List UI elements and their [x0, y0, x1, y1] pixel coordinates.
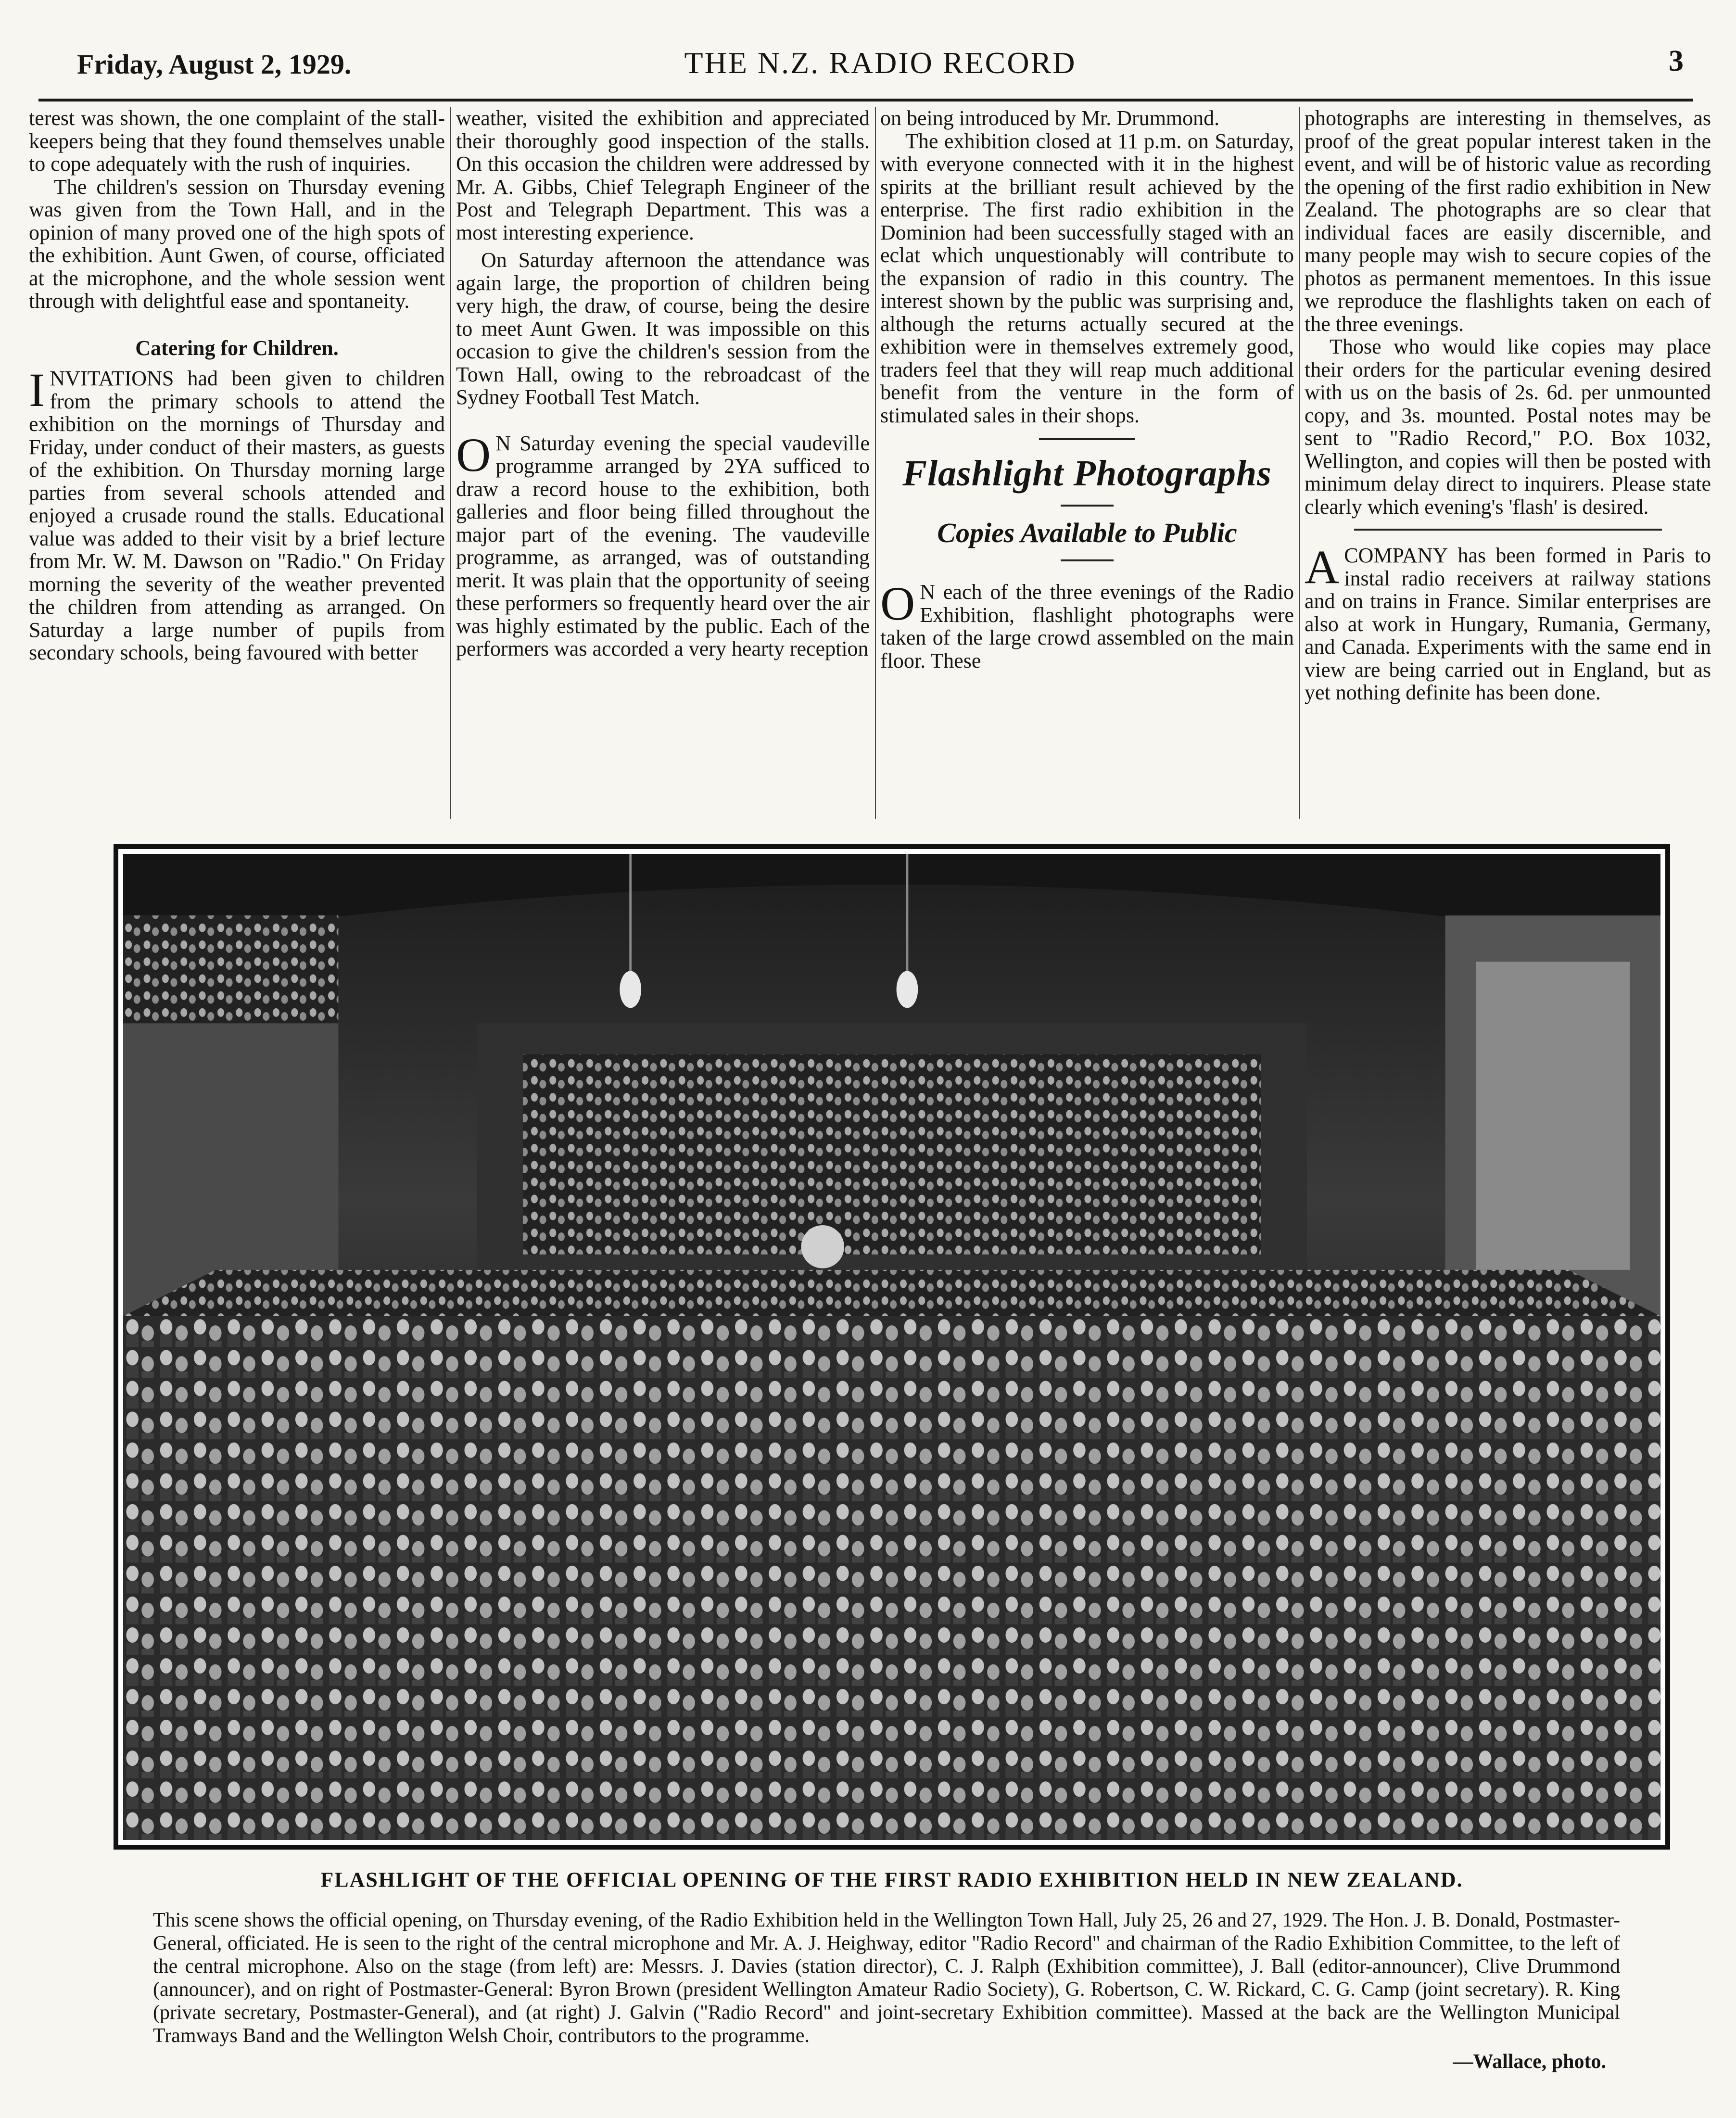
page-number: 3: [1669, 45, 1684, 77]
col1-paragraph-3-text: had been given to children from the primary schools to attend the exhibition on the mornings of Thursday and Friday, under conduct of their masters, as guests of the exhibition. On Thursday morning large parties from several schools attended and enjoyed a crusade round the stalls. Educational value was added to their visit by a brief lecture from Mr. W. M. Dawson on "Radio." On Friday morning the severity of the weather prevented the children from attending as arranged. On Saturday a large number of pupils from secondary schools, being favoured with better: [29, 367, 445, 664]
drop-cap: A: [1305, 540, 1340, 594]
microphone: [801, 1225, 844, 1268]
photo-crowd-scene: [123, 854, 1660, 1840]
issue-date: Friday, August 2, 1929.: [77, 49, 352, 80]
col3-paragraph-3: [880, 577, 1294, 672]
col3-paragraph-3-text: each of the three evenings of the Radio Exhibition, flashlight photographs were taken of the large crowd assembled on the main floor. These: [880, 580, 1294, 672]
section-rule: [1039, 438, 1135, 440]
column-3: [880, 107, 1294, 824]
col3-paragraph-2: The exhibition closed at 11 p.m. on Saturday, with everyone connected with it in the highest spirits at the brilliant result achieved by the enterprise. The first radio exhibition in the Dominion had been successfully staged with an eclat which unquestionably will contribute to the expansion of radio in this country. The interest shown by the public was surprising and, although the returns actually secured at the exhibition were in themselves extremely good, traders feel that they will reap much additional benefit from the venture in the form of stimulated sales in their shops.: [880, 129, 1294, 427]
column-1: [29, 107, 445, 824]
col2-paragraph-2: On Saturday afternoon the attendance was again large, the proportion of children being very high, the draw, of course, being the desire to meet Aunt Gwen. It was impossible on this occasion to give the children's session from the Town Hall, owing to the rebroadcast of the Sydney Football Test Match.: [456, 248, 870, 409]
photo-caption-body: This scene shows the official opening, on Thursday evening, of the Radio Exhibition held in the Wellington Town Hall, July 25, 26 and 27, 1929. The Hon. J. B. Donald, Postmaster-General, officiated. He is seen to the right of the central microphone and Mr. A. J. Heighway, editor "Radio Record" and chairman of the Radio Exhibition Committee, to the left of the central microphone. Also on the stage (from left) are: Messrs. J. Davies (station director), C. J. Ralph (Exhibition committee), J. Ball (editor-announcer), Clive Drummond (announcer), and on right of Postmaster-General: Byron Brown (president Wellington Amateur Radio Society), G. Robertson, C. W. Rickard, C. G. Camp (joint secretary). R. King (private secretary, Postmaster-General), and (at right) J. Galvin ("Radio Record" and joint-secretary Exhibition committee). Massed at the back are the Wellington Municipal Tramways Band and the Wellington Welsh Choir, contributors to the programme.: [153, 1909, 1620, 2047]
col4-paragraph-3: [1305, 540, 1711, 704]
masthead: [77, 44, 1684, 92]
hanging-light: [897, 971, 918, 1008]
stage-band-and-choir: [523, 1054, 1261, 1254]
col1-subheading: Catering for Children.: [135, 336, 339, 360]
drop-cap: O: [456, 428, 491, 482]
photo-caption-title: FLASHLIGHT OF THE OFFICIAL OPENING OF THE FIRST RADIO EXHIBITION HELD IN NEW ZEALAND.: [320, 1868, 1463, 1891]
subheadline-rule: [1061, 559, 1114, 561]
column-divider: [875, 107, 876, 819]
col4-paragraph-2: Those who would like copies may place their orders for the particular evening desired with us on the basis of 2s. 6d. per unmounted copy, and 3s. mounted. Postal notes may be sent to "Radio Record," P.O. Box 1032, Wellington, and copies will then be posted with minimum delay direct to inquirers. Please state clearly which evening's 'flash' is desired.: [1305, 335, 1711, 519]
col1-paragraph-1: terest was shown, the one complaint of the stall-keepers being that they found themselves unable to cope adequately with the rush of inquiries.: [29, 107, 445, 176]
col4-paragraph-3-text: has been formed in Paris to instal radio receivers at railway stations and on trains in France. Similar enterprises are also at work in Hungary, Rumania, Germany, and Canada. Experiments with the same end in view are being carried out in England, but as yet nothing definite has been done.: [1305, 544, 1711, 704]
col4-paragraph-1: photographs are interesting in themselves, as proof of the great popular interest taken in the event, and will be of historic value as recording the opening of the first radio exhibition in New Zealand. The photographs are so clear that individual faces are easily discernible, and many people may wish to secure copies of the photos as permanent mementoes. In this issue we reproduce the flashlights taken on each of the three evenings.: [1305, 107, 1711, 336]
section-rule: [1354, 529, 1662, 531]
hanging-light: [620, 971, 641, 1008]
column-divider: [450, 107, 451, 819]
right-gallery-wall: [1476, 962, 1630, 1270]
crowd-illustration: [123, 854, 1660, 1840]
crowd-rear: [123, 1270, 1660, 1316]
exhibition-photograph: [114, 844, 1670, 1850]
lead-word: COMPANY: [1344, 544, 1448, 567]
subheadline-copies-available: Copies Available to Public: [937, 517, 1237, 548]
headline-flashlight-photographs: Flashlight Photographs: [902, 453, 1272, 494]
photo-credit: —Wallace, photo.: [1453, 2051, 1606, 2073]
col2-paragraph-3-text: Saturday evening the special vaudeville programme arranged by 2YA sufficed to draw a record house to the exhibition, both galleries and floor being filled throughout the major part of the evening. The vaudeville programme, as arranged, was of outstanding merit. It was plain that the opportunity of seeing these performers so frequently heard over the air was highly estimated by the public. Each of the performers was accorded a very hearty reception: [456, 431, 870, 660]
column-4: [1305, 107, 1711, 824]
flash-highlight: [123, 1316, 1660, 1840]
publication-title: THE N.Z. RADIO RECORD: [684, 46, 1077, 80]
column-2: [456, 107, 870, 824]
headline-rule: [1061, 505, 1114, 507]
drop-cap: I: [29, 363, 45, 417]
lead-word: NVITATIONS: [50, 367, 174, 390]
masthead-rule: [38, 99, 1693, 101]
col1-paragraph-2: The children's session on Thursday evening was given from the Town Hall, and in the opinion of many proved one of the high spots of the exhibition. Aunt Gwen, of course, officiated at the microphone, and the whole session went through with delightful ease and spontaneity.: [29, 175, 445, 313]
col2-paragraph-3: [456, 428, 870, 660]
left-gallery-crowd: [123, 915, 338, 1023]
column-divider: [1299, 107, 1300, 819]
col1-paragraph-3: [29, 363, 445, 664]
drop-cap: O: [880, 577, 915, 630]
lead-word: N: [920, 580, 935, 604]
lead-word: N: [495, 431, 511, 455]
col3-paragraph-1: on being introduced by Mr. Drummond.: [880, 107, 1220, 130]
col2-paragraph-1: weather, visited the exhibition and appreciated their thoroughly good inspection of the stalls. On this occasion the children were addressed by Mr. A. Gibbs, Chief Telegraph Engineer of the Post and Telegraph Department. This was a most interesting experience.: [456, 107, 870, 244]
